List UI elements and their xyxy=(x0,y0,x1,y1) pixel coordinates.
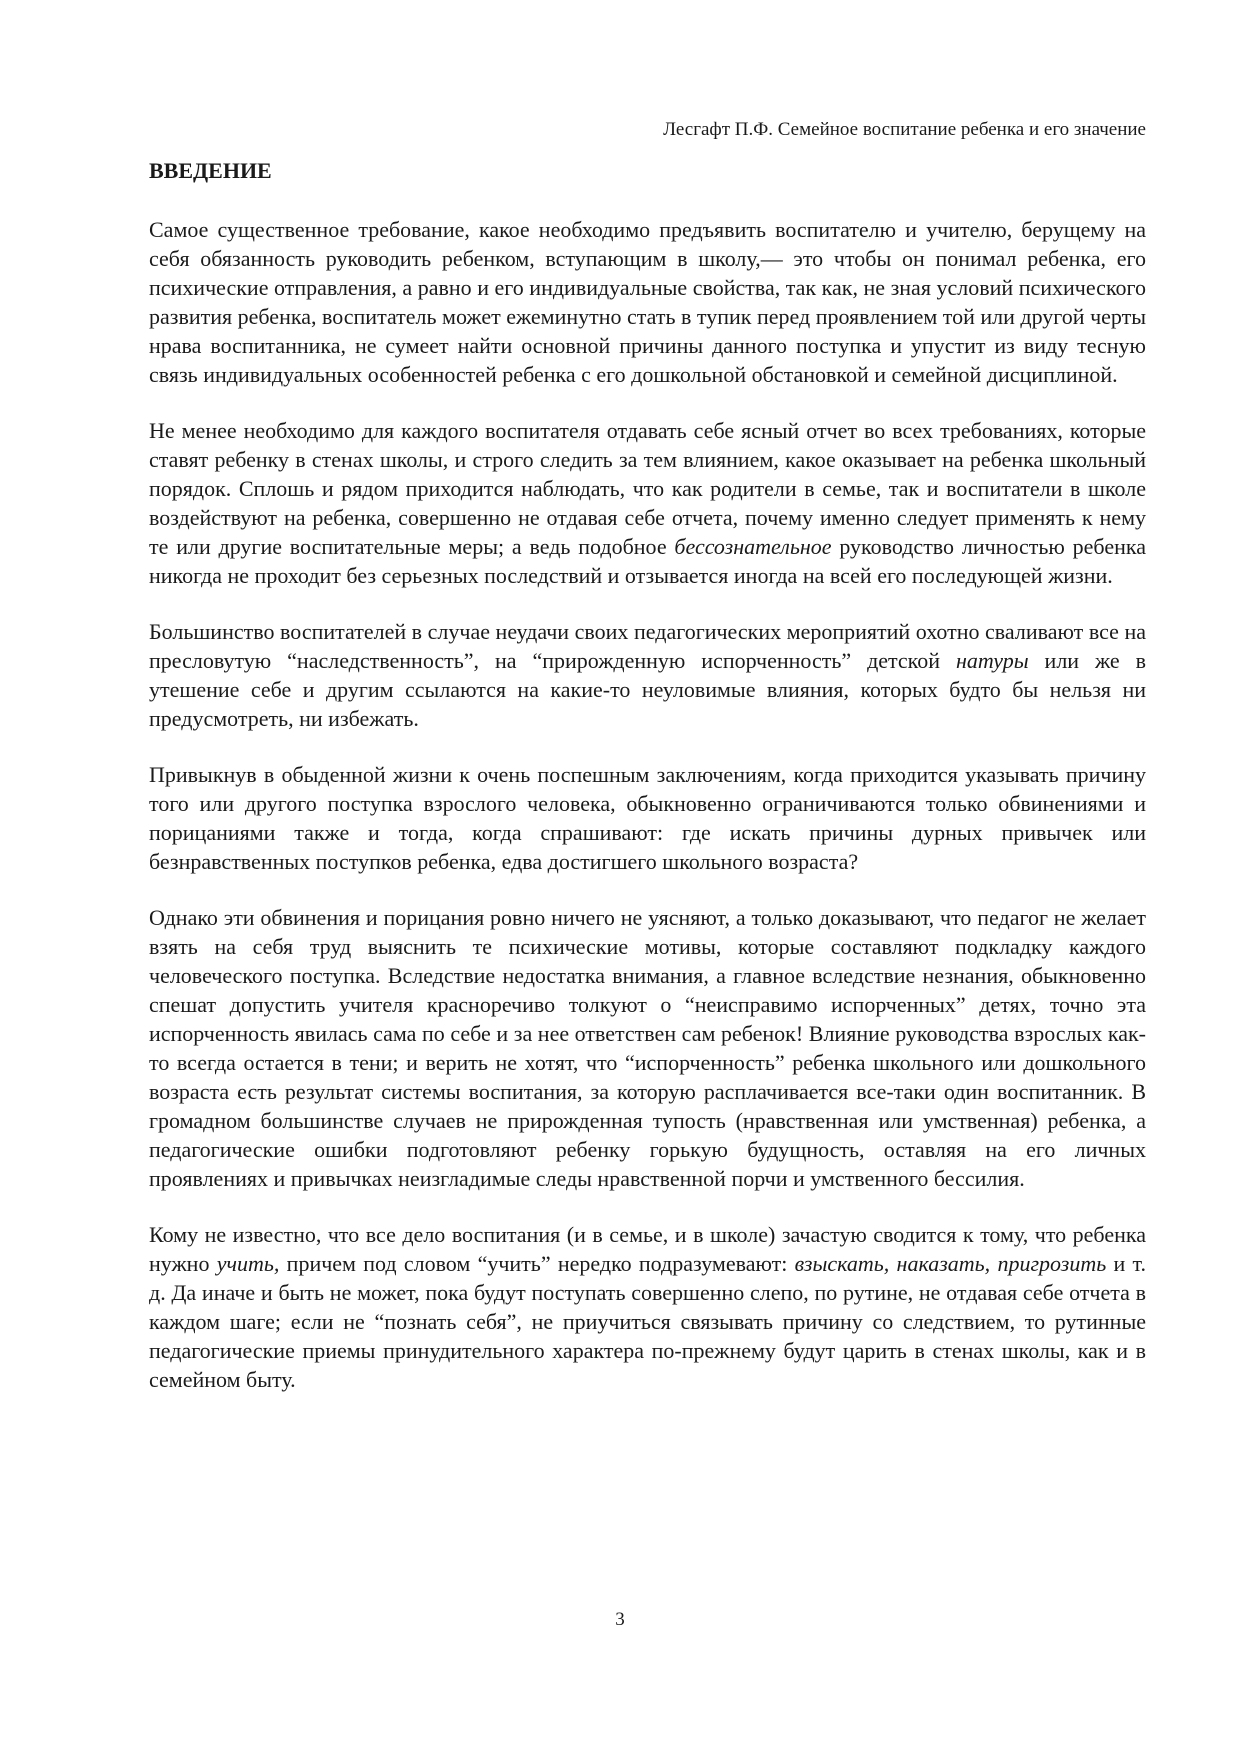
paragraph-2-italic: бессознательное xyxy=(674,534,832,559)
paragraph-2 xyxy=(149,416,1146,590)
paragraph-5: Однако эти обвинения и порицания ровно ничего не уясняют, а только доказывают, что педагог не желает взять на себя труд выяснить те психические мотивы, которые составляют подкладку каждого человеческого поступка. Вследствие недостатка внимания, а главное вследствие незнания, обыкновенно спешат допустить учителя красноречиво толкуют о “неисправимо испорченных” детях, точно эта испорченность явилась сама по себе и за нее ответствен сам ребенок! Влияние руководства взрослых как-то всегда остается в тени; и верить не хотят, что “испорченность” ребенка школьного или дошкольного возраста есть результат системы воспитания, за которую расплачивается все-таки один воспитанник. В громадном большинстве случаев не прирожденная тупость (нравственная или умственная) ребенка, а педагогические ошибки подготовляют ребенку горькую будущность, оставляя на его личных проявлениях и привычках неизгладимые следы нравственной порчи и умственного бессилия. xyxy=(149,905,1146,1191)
paragraph-3-italic: натуры xyxy=(955,648,1029,673)
page-number: 3 xyxy=(615,1609,625,1630)
paragraph-1: Самое существенное требование, какое необходимо предъявить воспитателю и учителю, берущему на себя обязанность руководить ребенком, вступающим в школу,— это чтобы он понимал ребенка, его психические отправления, а равно и его индивидуальные свойства, так как, не зная условий психического развития ребенка, воспитатель может ежеминутно стать в тупик перед проявлением той или другой черты нрава воспитанника, не сумеет найти основной причины данного поступка и упустит из виду тесную связь индивидуальных особенностей ребенка с его дошкольной обстановкой и семейной дисциплиной. xyxy=(149,217,1146,387)
main-content xyxy=(149,156,1146,1421)
paragraph-6 xyxy=(149,1220,1146,1394)
paragraph-6-italic-2: взыскать, наказать, пригрозить xyxy=(794,1251,1107,1276)
paragraph-2-text-after: руководство личностью ребенка никогда не проходит без серьезных последствий и отзывается иногда на всей его последующей жизни. xyxy=(149,534,1146,588)
paragraph-3 xyxy=(149,617,1146,733)
paragraph-2-text-before: Не менее необходимо для каждого воспитателя отдавать себе ясный отчет во всех требованиях, которые ставят ребенку в стенах школы, и строго следить за тем влиянием, какое оказывает на ребенка школьный порядок. Сплошь и рядом приходится наблюдать, что как родители в семье, так и воспитатели в школе воздействуют на ребенка, совершенно не отдавая себе отчета, почему именно следует применять к нему те или другие воспитательные меры; а ведь подобное xyxy=(149,418,1146,559)
paragraph-4: Привыкнув в обыденной жизни к очень поспешным заключениям, когда приходится указывать причину того или другого поступка взрослого человека, обыкновенно ограничиваются только обвинениями и порицаниями также и тогда, когда спрашивают: где искать причины дурных привычек или безнравственных поступков ребенка, едва достигшего школьного возраста? xyxy=(149,762,1146,874)
paragraph-6-part-1: Кому не известно, что все дело воспитания (и в семье, и в школе) зачастую сводится к тому, что ребенка нужно xyxy=(149,1222,1146,1276)
paragraph-6-part-2: причем под словом “учить” нередко подразумевают: xyxy=(279,1251,795,1276)
paragraph-3-text-before: Большинство воспитателей в случае неудачи своих педагогических мероприятий охотно сваливают все на пресловутую “наследственность”, на “прирожденную испорченность” детской xyxy=(149,619,1146,673)
paragraph-6-italic-1: учить, xyxy=(216,1251,280,1276)
running-header: Лесгафт П.Ф. Семейное воспитание ребенка и его значение xyxy=(663,119,1146,140)
paragraph-6-part-3: и т. д. Да иначе и быть не может, пока будут поступать совершенно слепо, по рутине, не отдавая себе отчета в каждом шаге; если не “познать себя”, не приучиться связывать причину со следствием, то рутинные педагогические приемы принудительного характера по-прежнему будут царить в стенах школы, как и в семейном быту. xyxy=(149,1251,1146,1392)
section-title: ВВЕДЕНИЕ xyxy=(149,158,272,183)
paragraph-3-text-after: или же в утешение себе и другим ссылаются на какие-то неуловимые влияния, которых будто бы нельзя ни предусмотреть, ни избежать. xyxy=(149,648,1146,731)
